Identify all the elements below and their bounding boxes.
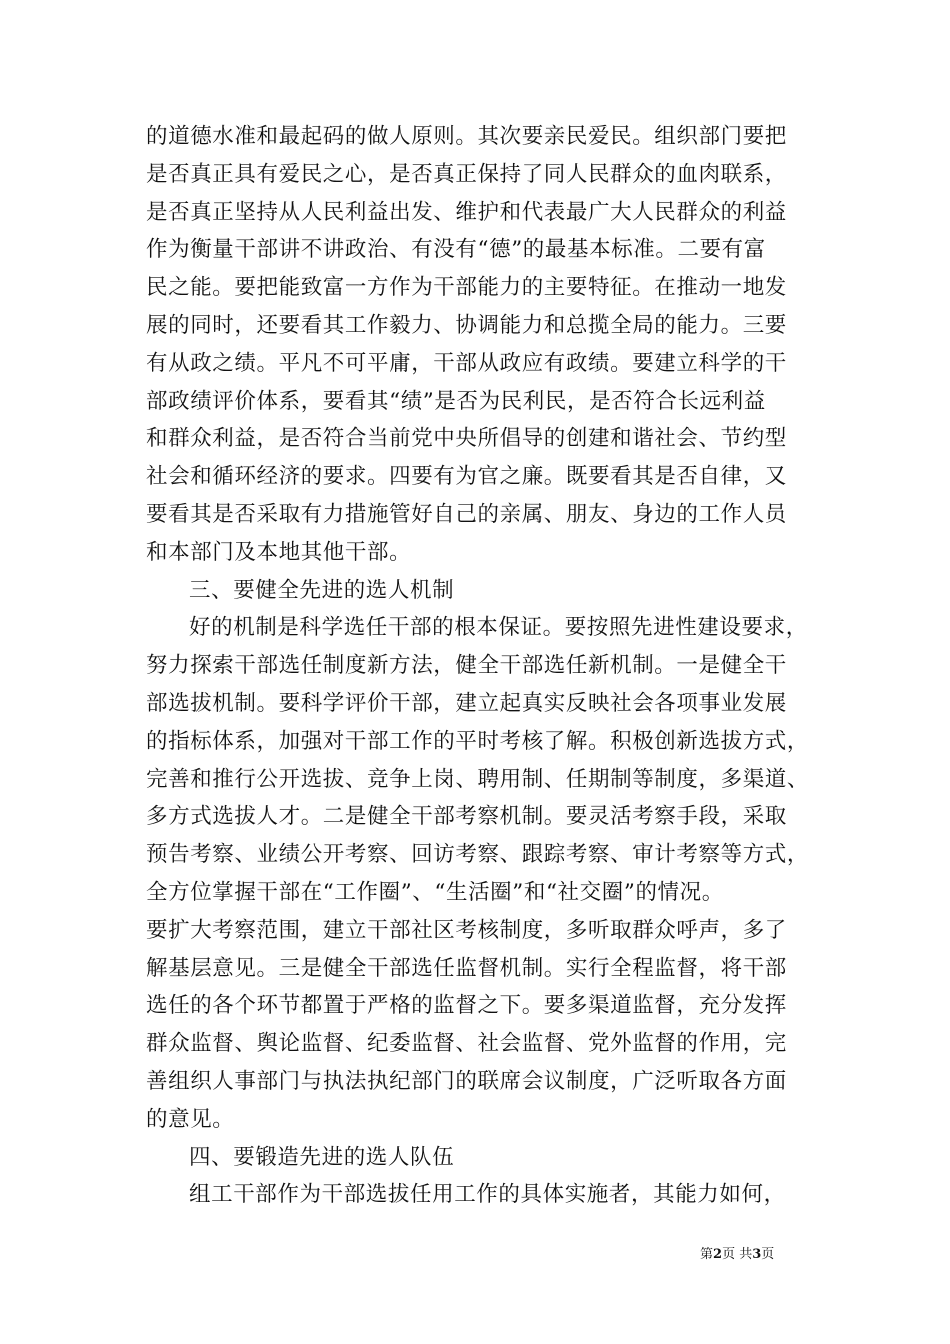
text-line: 的指标体系，加强对干部工作的平时考核了解。积极创新选拔方式， (146, 728, 810, 754)
text-line: 要扩大考察范围，建立干部社区考核制度，多听取群众呼声，多了 (146, 917, 787, 943)
text-line: 要看其是否采取有力措施管好自己的亲属、朋友、身边的工作人员 (146, 501, 787, 527)
text-line: 的意见。 (146, 1106, 235, 1132)
text-line: 民之能。要把能致富一方作为干部能力的主要特征。在推动一地发 (146, 275, 787, 301)
footer-current-page: 2 (713, 1247, 723, 1262)
text-line: 社会和循环经济的要求。四要有为官之廉。既要看其是否自律，又 (146, 464, 787, 490)
text-line: 和群众利益，是否符合当前党中央所倡导的创建和谐社会、节约型 (146, 426, 787, 452)
text-line: 展的同时，还要看其工作毅力、协调能力和总揽全局的能力。三要 (146, 312, 787, 338)
text-line: 三、要健全先进的选人机制 (189, 577, 455, 603)
text-line: 是否真正具有爱民之心，是否真正保持了同人民群众的血肉联系， (146, 161, 787, 187)
text-line: 解基层意见。三是健全干部选任监督机制。实行全程监督，将干部 (146, 955, 787, 981)
text-line: 完善和推行公开选拔、竞争上岗、聘用制、任期制等制度，多渠道、 (146, 766, 810, 792)
page-footer (700, 1247, 774, 1263)
text-line: 多方式选拔人才。二是健全干部考察机制。要灵活考察手段，采取 (146, 804, 787, 830)
text-line: 预告考察、业绩公开考察、回访考察、跟踪考察、审计考察等方式， (146, 842, 810, 868)
text-line: 组工干部作为干部选拔任用工作的具体实施者，其能力如何， (189, 1182, 786, 1208)
footer-total-pages: 3 (752, 1247, 762, 1262)
text-line: 有从政之绩。平凡不可平庸，干部从政应有政绩。要建立科学的干 (146, 350, 787, 376)
text-line: 选任的各个环节都置于严格的监督之下。要多渠道监督，充分发挥 (146, 993, 787, 1019)
text-line: 群众监督、舆论监督、纪委监督、社会监督、党外监督的作用，完 (146, 1031, 787, 1057)
text-line: 作为衡量干部讲不讲政治、有没有“德”的最基本标准。二要有富 (146, 237, 766, 263)
text-line: 部政绩评价体系，要看其“绩”是否为民利民，是否符合长远利益 (146, 388, 766, 414)
text-line: 的道德水准和最起码的做人原则。其次要亲民爱民。组织部门要把 (146, 124, 787, 149)
body-text (146, 118, 826, 1214)
text-line: 和本部门及本地其他干部。 (146, 539, 412, 565)
text-line: 善组织人事部门与执法执纪部门的联席会议制度，广泛听取各方面 (146, 1068, 787, 1094)
footer-middle: 页 共 (722, 1247, 753, 1262)
text-line: 四、要锻造先进的选人队伍 (189, 1144, 455, 1170)
text-line: 努力探索干部选任制度新方法，健全干部选任新机制。一是健全干 (146, 653, 787, 679)
text-line: 好的机制是科学选任干部的根本保证。要按照先进性建设要求， (189, 615, 808, 641)
text-line: 是否真正坚持从人民利益出发、维护和代表最广大人民群众的利益 (146, 199, 787, 225)
footer-prefix: 第 (700, 1247, 714, 1262)
text-line: 全方位掌握干部在“工作圈”、“生活圈”和“社交圈”的情况。 (146, 879, 724, 905)
text-line: 部选拔机制。要科学评价干部，建立起真实反映社会各项事业发展 (146, 690, 787, 716)
footer-suffix: 页 (761, 1247, 775, 1262)
